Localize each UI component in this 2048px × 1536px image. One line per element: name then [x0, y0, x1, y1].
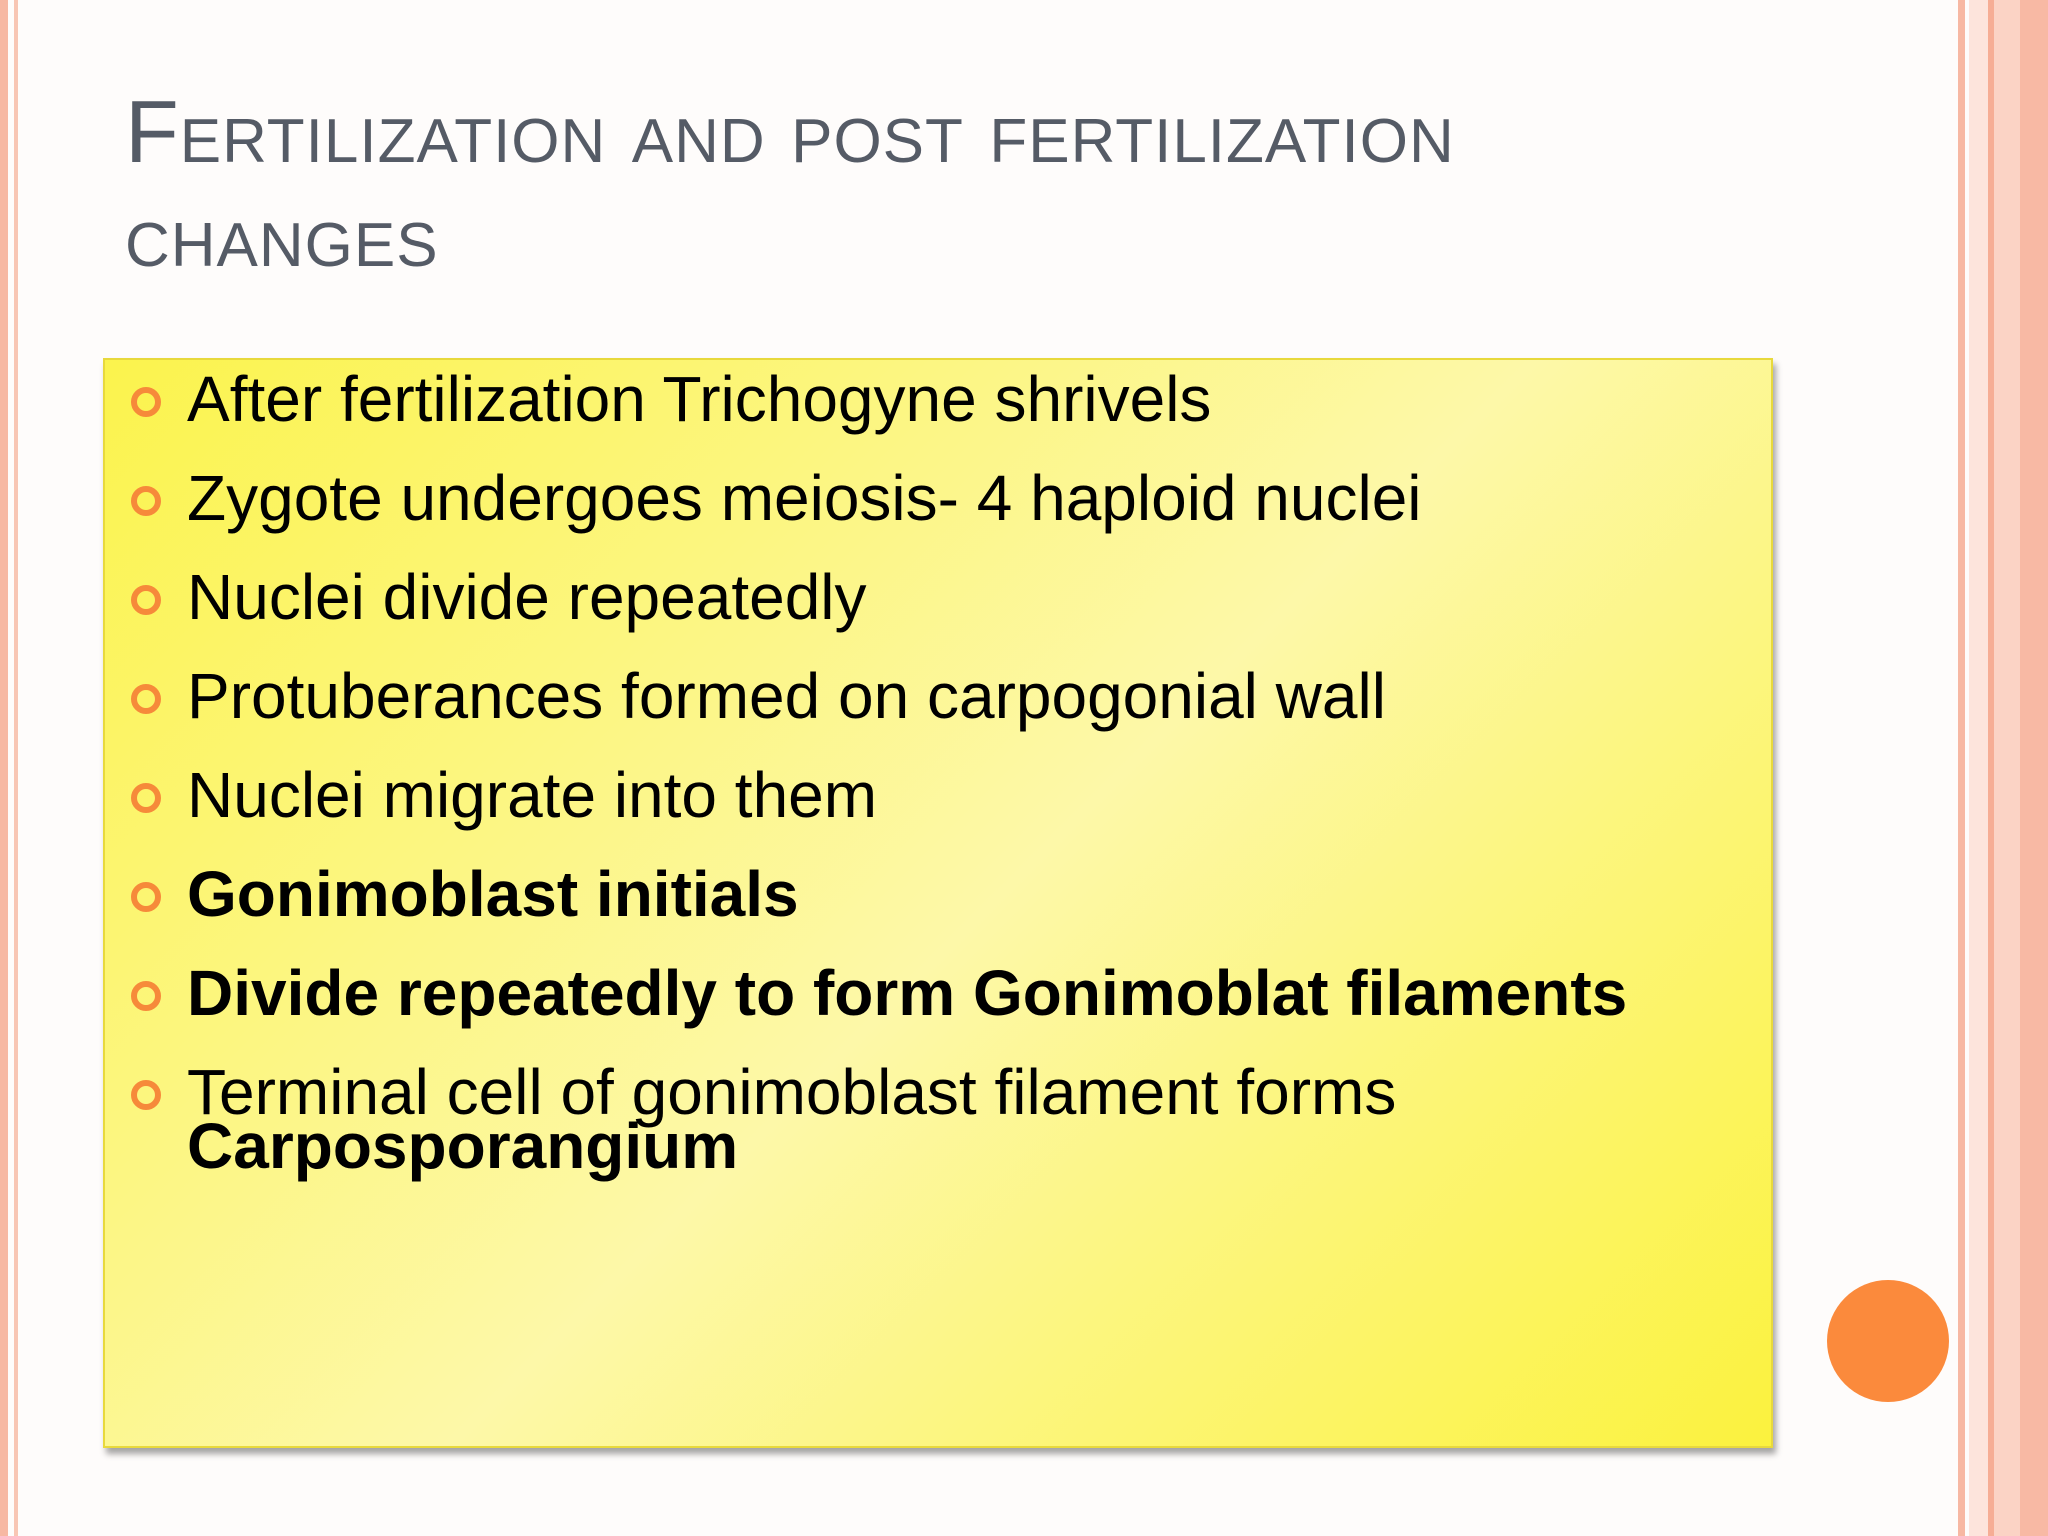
bullet-list — [105, 363, 1771, 1218]
bullet-item — [105, 561, 1771, 633]
bullet-circle-icon — [131, 1080, 161, 1110]
bullet-circle-icon — [131, 387, 161, 417]
left-border-stripe — [0, 0, 8, 1536]
right-border-stripe — [1994, 0, 2020, 1536]
bullet-item — [105, 759, 1771, 831]
bullet-item — [105, 660, 1771, 732]
bullet-text: Terminal cell of gonimoblast filament forms — [187, 1056, 1397, 1128]
bullet-circle-icon — [131, 882, 161, 912]
bullet-circle-icon — [131, 684, 161, 714]
bullet-circle-icon — [131, 981, 161, 1011]
content-box — [103, 358, 1773, 1448]
right-border-stripe — [1969, 0, 1988, 1536]
bullet-circle-icon — [131, 585, 161, 615]
bullet-item — [105, 957, 1771, 1029]
slide-title: Fertilization and post fertilization changes — [125, 82, 1455, 285]
bullet-text: After fertilization Trichogyne shrivels — [187, 363, 1212, 435]
bullet-circle-icon — [131, 486, 161, 516]
bullet-circle-icon — [131, 783, 161, 813]
left-border-stripe-inner — [14, 0, 18, 1536]
bullet-text: Zygote undergoes meiosis- 4 haploid nuclei — [187, 462, 1422, 534]
bullet-text-bold: Carposporangium — [187, 1110, 739, 1182]
bullet-item — [105, 858, 1771, 930]
bullet-text: Protuberances formed on carpogonial wall — [187, 660, 1386, 732]
bullet-text: Nuclei divide repeatedly — [187, 561, 867, 633]
right-border-stripe — [2020, 0, 2048, 1536]
bullet-item — [105, 462, 1771, 534]
decorative-circle-icon — [1827, 1280, 1949, 1402]
bullet-text: Nuclei migrate into them — [187, 759, 878, 831]
bullet-text: Gonimoblast initials — [187, 858, 799, 930]
bullet-item — [105, 363, 1771, 435]
bullet-item — [105, 1056, 1771, 1182]
right-border-stripe — [1958, 0, 1965, 1536]
bullet-text: Divide repeatedly to form Gonimoblat filaments — [187, 957, 1628, 1029]
